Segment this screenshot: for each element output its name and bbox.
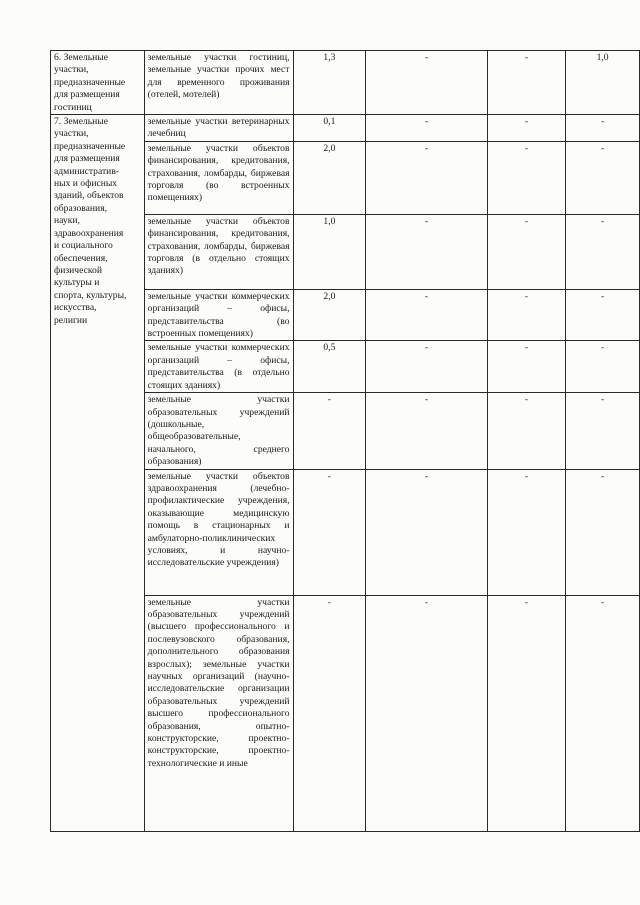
value-cell: -: [487, 289, 565, 341]
value-cell: -: [566, 289, 640, 341]
value-cell: -: [366, 141, 487, 214]
value-cell: -: [366, 469, 487, 595]
value-cell: 1,0: [566, 51, 640, 115]
value-cell: -: [566, 595, 640, 831]
description-cell: земельные участки объектов здравоохранения (лечебно-профилактические учреждения, оказывающие медицинскую помощь в стационарных и амбулаторно-поликлинических условиях, и научно-исследовательские учреждения): [144, 469, 293, 595]
value-cell: 1,3: [293, 51, 366, 115]
value-cell: -: [366, 214, 487, 289]
value-cell: 1,0: [293, 214, 366, 289]
value-cell: -: [566, 214, 640, 289]
description-cell: земельные участки гостиниц, земельные участки прочих мест для временного проживания (отелей, мотелей): [144, 51, 293, 115]
value-cell: -: [366, 115, 487, 142]
value-cell: -: [487, 393, 565, 469]
value-cell: -: [487, 115, 565, 142]
value-cell: 0,1: [293, 115, 366, 142]
value-cell: 2,0: [293, 141, 366, 214]
value-cell: 0,5: [293, 341, 366, 393]
value-cell: -: [293, 469, 366, 595]
description-cell: земельные участки образовательных учреждений (дошкольные, общеобразовательные, начального, среднего образования): [144, 393, 293, 469]
value-cell: -: [366, 51, 487, 115]
value-cell: -: [487, 141, 565, 214]
table-row: [51, 115, 640, 142]
value-cell: -: [293, 595, 366, 831]
rates-table: [50, 50, 640, 832]
value-cell: 2,0: [293, 289, 366, 341]
value-cell: -: [366, 393, 487, 469]
value-cell: -: [487, 595, 565, 831]
description-cell: земельные участки объектов финансирования, кредитования, страхования, ломбарды, биржевая торговля (в отдельно стоящих зданиях): [144, 214, 293, 289]
value-cell: -: [487, 469, 565, 595]
description-cell: земельные участки коммерческих организаций – офисы, представительства (в отдельно стоящих зданиях): [144, 341, 293, 393]
value-cell: -: [566, 141, 640, 214]
value-cell: -: [366, 595, 487, 831]
value-cell: -: [487, 51, 565, 115]
value-cell: -: [366, 289, 487, 341]
value-cell: -: [566, 341, 640, 393]
value-cell: -: [566, 393, 640, 469]
value-cell: -: [487, 341, 565, 393]
group-cell-6: 6. Земельные участки, предназначенные для размещения гостиниц: [51, 51, 145, 115]
description-cell: земельные участки коммерческих организаций – офисы, представительства (во встроенных помещениях): [144, 289, 293, 341]
group-cell-7: 7. Земельные участки, предназначенные для размещения административ- ных и офисных зданий, объектов образования, науки, здравоохранения и социального обеспечения, физической культуры и спорта, культуры, искусства, религии: [51, 115, 145, 832]
value-cell: -: [293, 393, 366, 469]
value-cell: -: [566, 469, 640, 595]
description-cell: земельные участки объектов финансирования, кредитования, страхования, ломбарды, биржевая торговля (во встроенных помещениях): [144, 141, 293, 214]
value-cell: -: [566, 115, 640, 142]
description-cell: земельные участки ветеринарных лечебниц: [144, 115, 293, 142]
value-cell: -: [487, 214, 565, 289]
value-cell: -: [366, 341, 487, 393]
table-row: [51, 51, 640, 115]
description-cell: земельные участки образовательных учреждений (высшего профессионального и послевузовского образования, дополнительного образования взрослых); земельные участки научных организаций (научно-исследовательские организации образовательных учреждений высшего профессионального образования, опытно-конструкторские, проектно-конструкторские, проектно-технологические и иные: [144, 595, 293, 831]
